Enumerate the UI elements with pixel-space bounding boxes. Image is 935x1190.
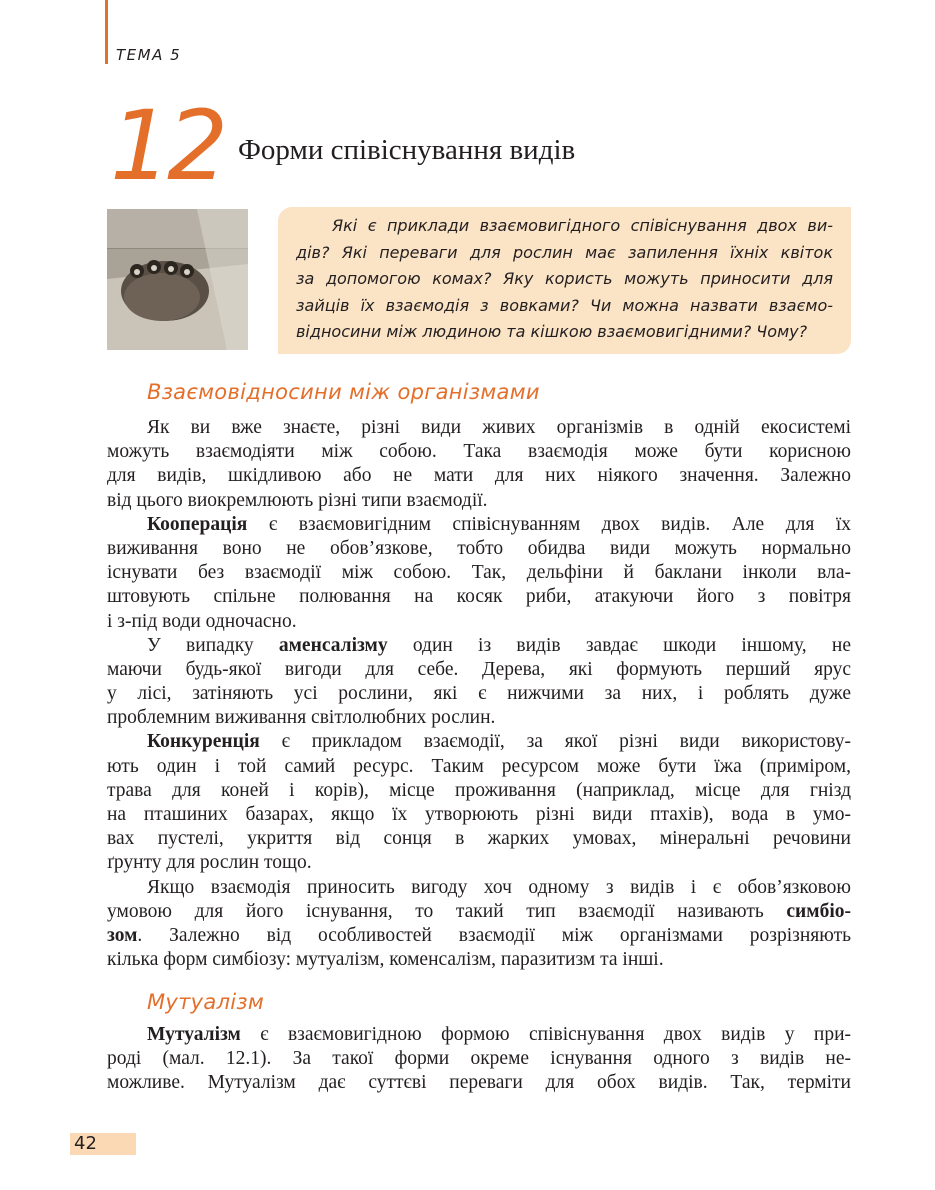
section-heading: Мутуалізм [147, 990, 265, 1014]
question-line: відносини між людиною та кішкою взаємовигідними? Чому? [296, 322, 808, 341]
term-bold: зом [107, 924, 138, 946]
intro-questions-box [278, 207, 851, 354]
term-bold: Кооперація [147, 513, 248, 535]
lesson-number: 12 [110, 90, 225, 202]
text-line: на пташиних базарах, якщо їх утворюють різні види птахів), вода в умо- [107, 804, 851, 825]
text-line: зом. Залежно від особливостей взаємодії між організмами розрізняють [107, 924, 851, 946]
text-line: Як ви вже знаєте, різні види живих організмів в одній екосистемі [147, 417, 851, 438]
text-line: і з-під води одночасно. [107, 610, 297, 632]
text-line: для видів, шкідливою або не мати для них ніякого значення. Залежно [107, 465, 851, 487]
section-heading: Взаємовідносини між організмами [147, 380, 540, 404]
term-bold: симбіо- [786, 900, 851, 922]
text-line: від цього виокремлюють різні типи взаємодії. [107, 489, 488, 511]
page-number: 42 [74, 1133, 97, 1154]
text-line: у лісі, затіняють усі рослини, які є нижчими за них, і роблять дуже [107, 683, 851, 705]
text-line: вах пустелі, укриття від сонця в жарких умовах, мінеральні речовини [107, 828, 851, 850]
text-line: ґрунту для рослин тощо. [107, 852, 312, 874]
question-line: Які є приклади взаємовигідного співіснування двох ви- [332, 216, 833, 235]
text-line: У випадку аменсалізму один із видів завдає шкоди іншому, не [147, 634, 851, 656]
term-bold: Конкуренція [147, 731, 260, 753]
term-bold: Мутуалізм [147, 1024, 241, 1045]
term-bold: аменсалізму [278, 634, 388, 656]
text-line: Конкуренція є прикладом взаємодії, за якої різні види використову- [147, 731, 851, 753]
text-line: штовують спільне полювання на косяк риби, атакуючи його з повітря [107, 586, 851, 608]
header-accent-line [105, 0, 108, 64]
question-line: за допомогою комах? Яку користь можуть приносити для [296, 269, 833, 288]
text-line: трава для коней і корів), місце проживання (наприклад, місце для гнізд [107, 779, 851, 801]
text-line: проблемним виживання світлолюбних рослин. [107, 707, 496, 729]
text-line: Якщо взаємодія приносить вигоду хоч одному з видів і є обов’язковою [147, 876, 851, 898]
swallow-nest-photo [107, 209, 248, 350]
text-line: Кооперація є взаємовигідним співіснуванням двох видів. Але для їх [147, 513, 851, 535]
lesson-title: Форми співіснування видів [238, 134, 576, 166]
text-line: роді (мал. 12.1). За такої форми окреме існування одного з видів не- [107, 1048, 851, 1070]
section1-body [107, 416, 851, 972]
page-number-badge [70, 1133, 136, 1155]
text-line: ють один і той самий ресурс. Таким ресурсом може бути їжа (приміром, [107, 755, 851, 777]
swallow-nest-illustration [107, 209, 248, 350]
text-line: умовою для його існування, то такий тип взаємодії називають симбіо- [107, 900, 851, 922]
question-line: дів? Які переваги для рослин має запилення їхніх квіток [296, 242, 833, 262]
text-line: можуть взаємодіяти між собою. Така взаємодія може бути корисною [107, 441, 851, 463]
section2-body [107, 1023, 851, 1096]
text-line: можливе. Мутуалізм дає суттєві переваги для обох видів. Так, терміти [107, 1072, 851, 1094]
text-line: кілька форм симбіозу: мутуалізм, коменсалізм, паразитизм та інші. [107, 949, 664, 971]
text-line: Мутуалізм є взаємовигідною формою співіснування двох видів у при- [147, 1024, 851, 1045]
text-line: існувати без взаємодії між собою. Так, дельфіни й баклани інколи вла- [107, 562, 851, 584]
question-line: зайців їх взаємодія з вовками? Чи можна назвати взаємо- [296, 295, 833, 315]
topic-label: ТЕМА 5 [116, 46, 182, 64]
text-line: маючи будь-якої вигоди для себе. Дерева, які формують перший ярус [107, 658, 851, 680]
text-line: виживання воно не обов’язкове, тобто обидва види можуть нормально [107, 537, 851, 559]
